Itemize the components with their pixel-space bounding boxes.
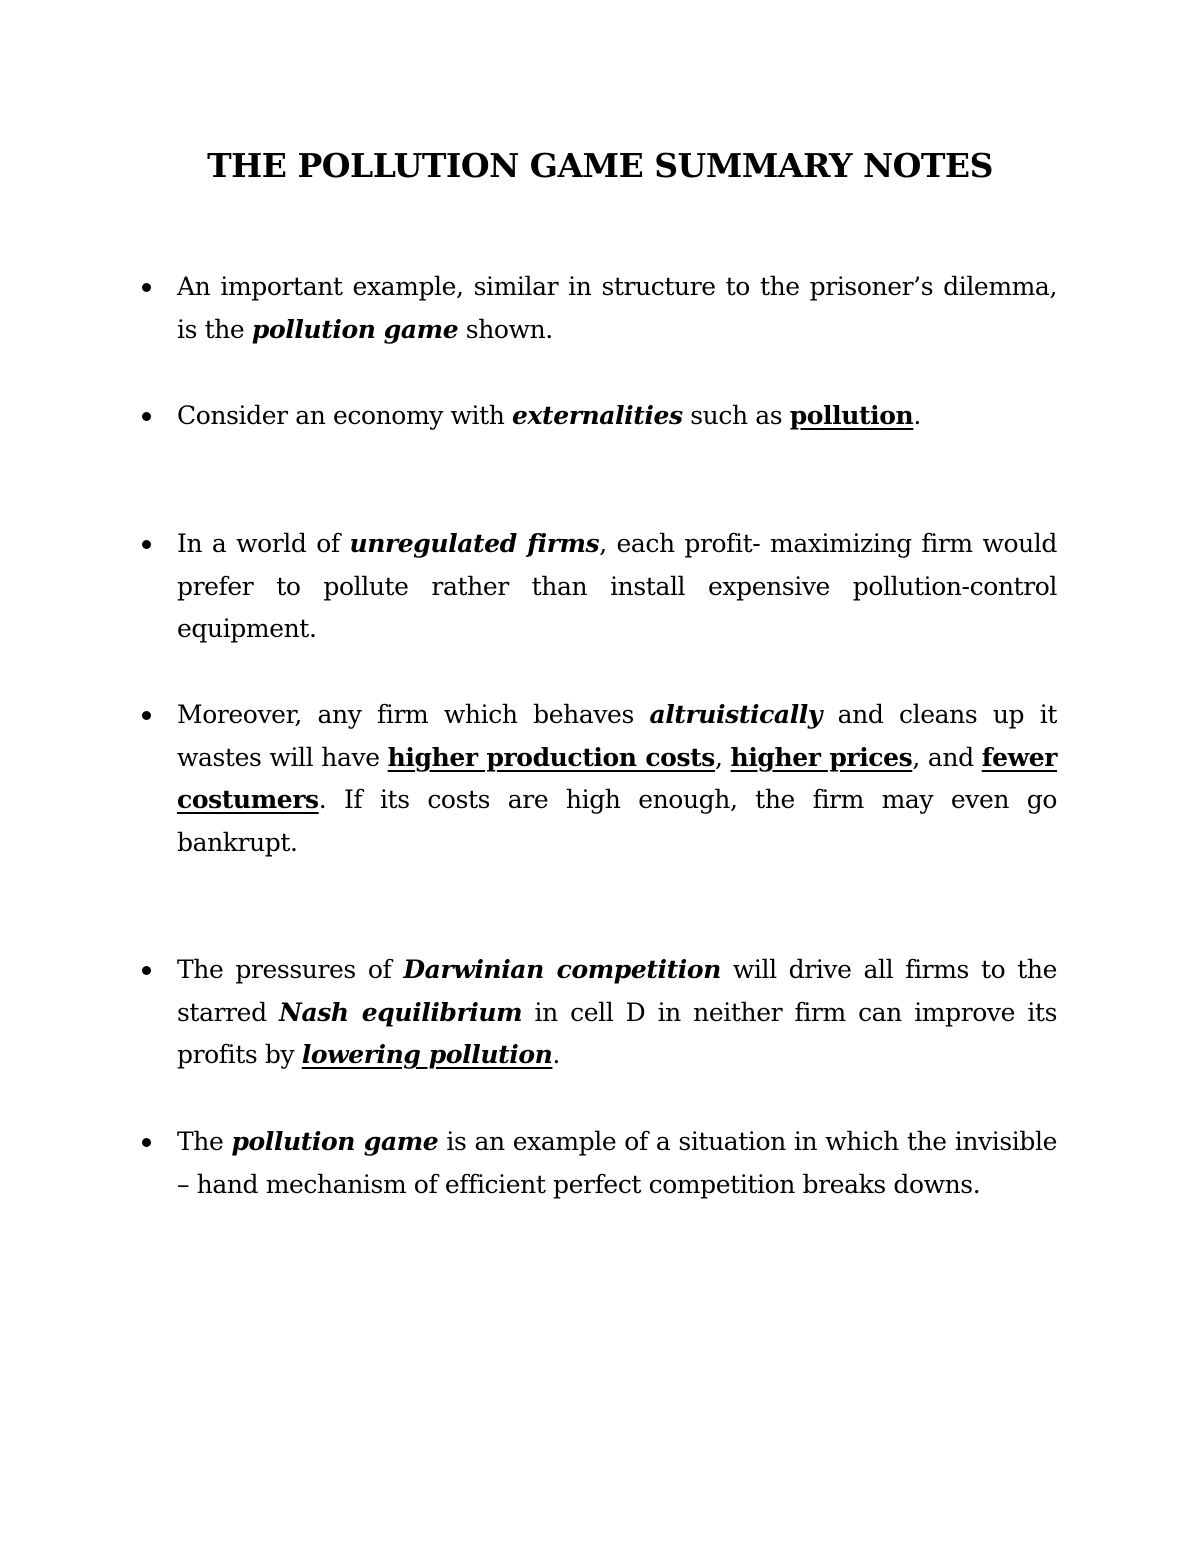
bullet-icon: [142, 283, 151, 292]
key-term-lowering-pollution: lowering pollution: [301, 1040, 553, 1069]
text-run: The: [177, 1127, 232, 1156]
key-term-nash-equilibrium: Nash equilibrium: [279, 997, 523, 1027]
key-term-darwinian-competition: Darwinian competition: [403, 955, 721, 984]
bullet-text: [177, 949, 1057, 1077]
key-term-pollution: pollution: [789, 401, 914, 430]
bullet-text: [177, 1121, 1057, 1206]
text-run: and cleans up it wastes will have: [177, 700, 1057, 772]
key-term-pollution-game: pollution game: [231, 1127, 439, 1156]
text-run: , and: [912, 742, 982, 772]
bullet-icon: [142, 966, 151, 975]
text-run: ,: [714, 742, 731, 772]
text-run: , each profit- maximizing firm would prefer to pollute rather than install expensive pollution-control equipment.: [177, 529, 1058, 643]
key-term-fewer-costumers: fewer costumers: [177, 742, 1058, 814]
text-run: in cell D in neither firm can improve its profits by: [177, 997, 1057, 1069]
page-title: THE POLLUTION GAME SUMMARY NOTES: [207, 146, 993, 185]
key-term-pollution-game: pollution game: [251, 314, 459, 344]
key-term-higher-production-costs: higher production costs: [387, 742, 715, 772]
text-run: In a world of: [177, 529, 350, 558]
text-run: shown.: [458, 314, 553, 344]
text-run: An important example, similar in structure to the prisoner’s dilemma, is the: [177, 272, 1057, 344]
bullet-text: [177, 266, 1057, 351]
bullet-text: [177, 395, 1057, 438]
bullet-icon: [142, 1138, 151, 1147]
bullet-icon: [142, 540, 151, 549]
text-run: such as: [682, 401, 790, 430]
text-run: is an example of a situation in which the invisible – hand mechanism of efficient perfect competition breaks downs.: [177, 1127, 1057, 1199]
text-run: The pressures of: [177, 955, 404, 984]
bullet-text: [177, 523, 1057, 651]
bullet-icon: [142, 412, 151, 421]
key-term-externalities: externalities: [512, 401, 683, 430]
text-run: Consider an economy with: [177, 401, 513, 430]
key-term-altruistically: altruistically: [649, 700, 823, 729]
text-run: . If its costs are high enough, the firm may even go bankrupt.: [177, 785, 1057, 857]
text-run: .: [913, 401, 921, 430]
text-run: Moreover, any firm which behaves: [177, 700, 650, 729]
key-term-unregulated-firms: unregulated firms: [349, 529, 600, 558]
key-term-higher-prices: higher prices: [730, 742, 913, 772]
text-run: will drive all firms to the starred: [177, 955, 1058, 1027]
bullet-text: [177, 694, 1057, 864]
bullet-icon: [142, 711, 151, 720]
text-run: .: [552, 1040, 560, 1069]
